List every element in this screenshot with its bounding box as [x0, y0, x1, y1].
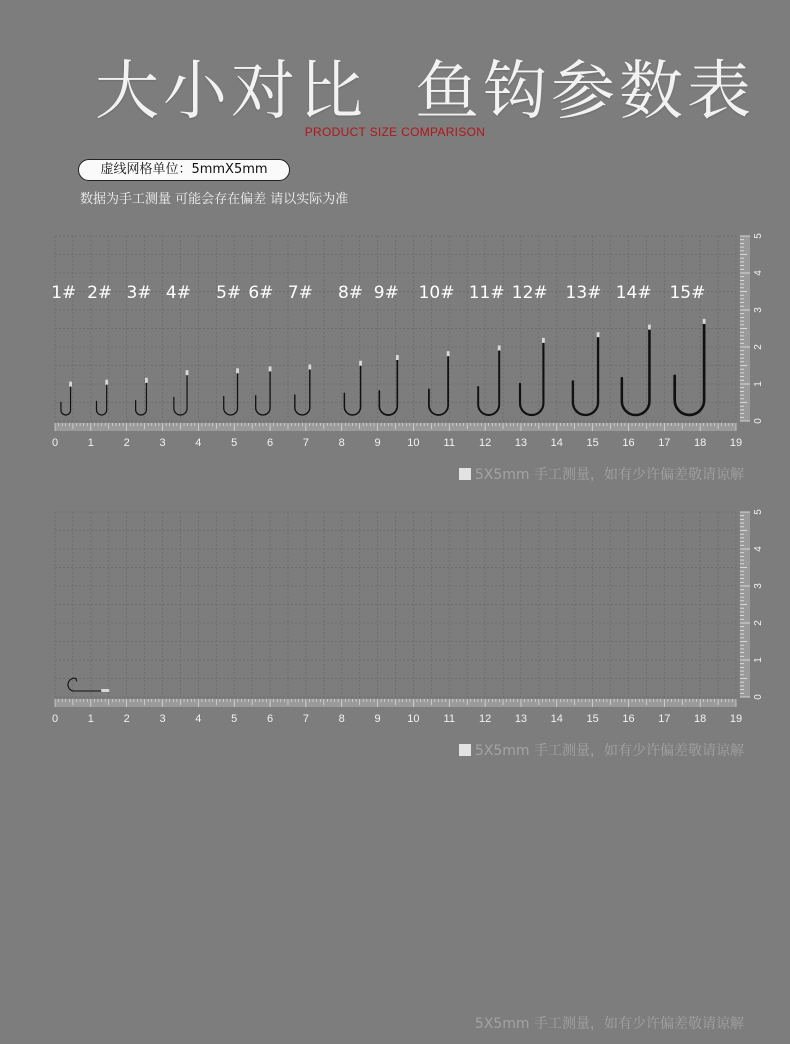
x-tick-label: 10	[407, 437, 420, 449]
x-tick-label: 8	[338, 437, 345, 449]
y-tick-label: 5	[753, 233, 764, 239]
y-tick-label: 1	[753, 381, 764, 387]
y-tick-label: 0	[753, 418, 764, 424]
x-tick-label: 2	[123, 437, 130, 449]
x-tick-label: 2	[123, 713, 130, 725]
x-tick-label: 12	[478, 713, 492, 725]
grid-unit-badge: 虚线网格单位：5mmX5mm	[78, 159, 290, 181]
comparison-panel-side-small	[51, 504, 764, 732]
x-tick-label: 0	[51, 437, 59, 449]
title-hook-parameters: 鱼钩参数表	[415, 55, 755, 129]
dashed-grid	[55, 236, 736, 421]
caption-text: 5X5mm 手工测量，如有少许偏差敬请谅解	[474, 467, 744, 483]
grid-svg	[51, 228, 764, 456]
hook-7	[295, 365, 311, 415]
x-tick-label: 7	[302, 437, 309, 449]
x-tick-label: 18	[694, 713, 707, 725]
x-tick-label: 1	[87, 713, 94, 725]
x-tick-label: 9	[374, 713, 381, 725]
panel-caption	[459, 740, 744, 760]
grid-square-icon	[459, 744, 471, 756]
x-tick-label: 4	[195, 713, 202, 725]
hook-size-label: 10#	[418, 283, 455, 303]
x-tick-label: 6	[266, 713, 274, 725]
x-tick-label: 19	[729, 437, 743, 449]
hook-size-label: 5#	[216, 283, 242, 303]
x-tick-label: 7	[302, 713, 309, 725]
x-tick-label: 15	[586, 437, 599, 449]
x-tick-label: 19	[729, 713, 743, 725]
hook-size-label: 2#	[87, 283, 113, 303]
hook-size-label: 6#	[248, 283, 274, 303]
panel-caption	[459, 464, 744, 484]
hook-1	[61, 382, 72, 415]
x-tick-label: 9	[374, 437, 381, 449]
hook-size-label: 7#	[287, 283, 313, 303]
x-tick-label: 15	[586, 713, 599, 725]
x-tick-label: 18	[694, 437, 707, 449]
y-tick-label: 1	[753, 657, 764, 663]
x-tick-label: 8	[338, 713, 345, 725]
x-tick-label: 0	[51, 713, 59, 725]
x-tick-label: 5	[231, 437, 238, 449]
x-tick-label: 14	[550, 713, 563, 725]
grid-square-icon	[459, 468, 471, 480]
panel-caption	[475, 1013, 744, 1033]
hook-15	[675, 319, 706, 415]
x-tick-label: 13	[514, 437, 528, 449]
hook-3	[136, 378, 148, 415]
hook-6	[256, 366, 272, 415]
y-tick-label: 2	[753, 344, 764, 350]
y-tick-label: 5	[753, 509, 764, 515]
x-tick-label: 13	[514, 713, 528, 725]
y-tick-label: 3	[753, 583, 764, 589]
x-tick-label: 3	[159, 437, 166, 449]
hook-size-label: 3#	[126, 283, 152, 303]
x-tick-label: 10	[407, 713, 420, 725]
x-tick-label: 6	[266, 437, 274, 449]
hook-10	[429, 351, 450, 415]
caption-text: 5X5mm 手工测量，如有少许偏差敬请谅解	[474, 1016, 744, 1032]
hook-size-label: 13#	[565, 283, 602, 303]
hook-size-label: 8#	[337, 283, 364, 303]
x-tick-label: 5	[231, 713, 238, 725]
x-tick-label: 3	[159, 713, 166, 725]
y-tick-label: 4	[753, 546, 764, 552]
hook-1	[68, 678, 109, 692]
hook-size-label: 12#	[511, 283, 548, 303]
title-row	[0, 40, 790, 129]
subtitle: PRODUCT SIZE COMPARISON	[304, 125, 486, 139]
grid-svg	[51, 504, 764, 732]
measurement-note: 数据为手工测量 可能会存在偏差 请以实际为准	[80, 192, 349, 207]
hook-12	[520, 338, 545, 415]
title-size-comparison: 大小对比	[95, 55, 367, 129]
dashed-grid	[55, 512, 736, 697]
hook-size-label: 14#	[615, 283, 652, 303]
y-tick-label: 2	[753, 620, 764, 626]
x-tick-label: 12	[478, 437, 492, 449]
x-tick-label: 17	[658, 437, 671, 449]
hook-size-label: 1#	[51, 283, 77, 303]
x-tick-label: 1	[87, 437, 94, 449]
x-tick-label: 16	[622, 437, 635, 449]
x-tick-label: 4	[195, 437, 202, 449]
hook-2	[96, 380, 108, 415]
hook-size-label: 15#	[669, 283, 706, 303]
hook-5	[224, 368, 239, 415]
y-tick-label: 4	[753, 270, 764, 276]
hook-size-label: 11#	[468, 283, 505, 303]
hook-11	[478, 346, 500, 416]
x-tick-label: 11	[443, 437, 455, 449]
x-tick-label: 17	[658, 713, 671, 725]
caption-text: 5X5mm 手工测量，如有少许偏差敬请谅解	[474, 743, 744, 759]
comparison-panel-vertical	[51, 228, 764, 456]
x-tick-label: 11	[443, 713, 455, 725]
hook-size-label: 9#	[373, 283, 399, 303]
y-tick-label: 3	[753, 307, 764, 313]
hook-4	[174, 370, 189, 415]
y-tick-label: 0	[753, 694, 764, 700]
hook-size-label: 4#	[165, 283, 191, 303]
x-tick-label: 14	[550, 437, 563, 449]
x-tick-label: 16	[622, 713, 635, 725]
